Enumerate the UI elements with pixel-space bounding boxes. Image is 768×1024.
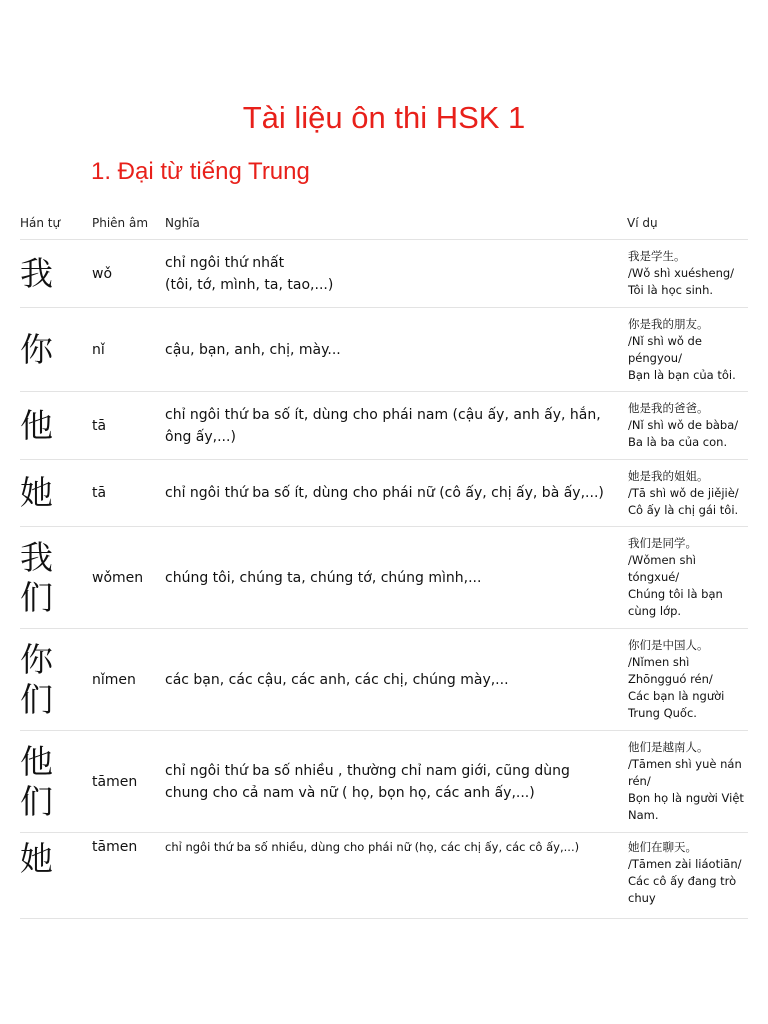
meaning-line: chung cho cả nam và nữ ( họ, bọn họ, các anh ấy,...) [165, 784, 535, 801]
meaning-line: chỉ ngôi thứ ba số ít, dùng cho phái nam (cậu ấy, anh ấy, hắn, [165, 406, 601, 423]
hanzi-char: 们 [20, 577, 53, 617]
meaning-line: chỉ ngôi thứ ba số nhiều , thường chỉ nam giới, cũng dùng [165, 762, 570, 779]
meaning-cell [165, 252, 627, 296]
hanzi-char: 他 [20, 405, 53, 445]
example-line: tóngxué/ [628, 570, 680, 584]
table-row [20, 240, 748, 308]
example-line: /Nǐmen shì [628, 655, 690, 669]
table-row [20, 308, 748, 392]
meaning-line: chỉ ngôi thứ ba số nhiều, dùng cho phái nữ (họ, các chị ấy, các cô ấy,...) [165, 840, 580, 854]
pinyin-cell: tā [92, 485, 107, 501]
meaning-cell [165, 669, 627, 691]
hanzi-cell [20, 742, 92, 822]
example-line: Cô ấy là chị gái tôi. [628, 502, 739, 517]
hanzi-char: 你 [20, 639, 53, 679]
table-row [20, 527, 748, 629]
table-row [20, 629, 748, 731]
example-line: /Wǒmen shì [628, 553, 696, 567]
hanzi-char: 我 [20, 537, 53, 577]
hanzi-char: 们 [20, 781, 53, 821]
hanzi-char: 她 [20, 473, 53, 512]
example-line: Ba là ba của con. [628, 435, 728, 449]
example-line: Bạn là bạn của tôi. [628, 367, 736, 382]
table-body [20, 240, 748, 919]
table-header-row [20, 206, 748, 240]
example-line: 我们是同学。 [628, 536, 697, 550]
meaning-cell [165, 339, 627, 361]
pinyin-cell: tā [92, 417, 107, 434]
example-line: 你们是中国人。 [628, 638, 709, 652]
example-line: Các bạn là người [628, 689, 725, 703]
hanzi-cell [20, 640, 92, 720]
hanzi-cell [20, 330, 92, 370]
meaning-cell [165, 404, 627, 448]
example-cell [627, 637, 748, 722]
example-cell [627, 535, 748, 620]
example-line: 我是学生。 [628, 249, 686, 263]
example-line: 他是我的爸爸。 [628, 401, 709, 415]
example-line: Các cô ấy đang trò [628, 874, 737, 888]
example-line: péngyou/ [628, 350, 682, 365]
example-cell [627, 839, 748, 907]
hanzi-cell [20, 538, 92, 618]
meaning-line: các bạn, các cậu, các anh, các chị, chúng mày,... [165, 671, 509, 688]
hanzi-char: 他 [20, 741, 53, 781]
example-line: /Wǒ shì xuésheng/ [628, 266, 735, 280]
example-line: Bọn họ là người Việt [628, 791, 744, 805]
meaning-cell [165, 839, 627, 855]
example-line: rén/ [628, 774, 651, 788]
pinyin-cell: tāmen [92, 839, 138, 855]
example-line: 你是我的朋友。 [628, 316, 709, 331]
hanzi-cell [20, 406, 92, 446]
example-cell [627, 468, 748, 519]
example-line: /Nǐ shì wǒ de [628, 333, 702, 348]
hanzi-cell [20, 473, 92, 513]
pinyin-cell: nǐmen [92, 671, 136, 688]
meaning-line: chỉ ngôi thứ nhất [165, 254, 285, 271]
pronoun-table [20, 206, 748, 919]
header-hanzi: Hán tự [20, 215, 61, 230]
example-line: /Nǐ shì wǒ de bàba/ [628, 418, 739, 432]
meaning-line: (tôi, tớ, mình, ta, tao,...) [165, 276, 334, 293]
example-line: Nam. [628, 808, 659, 822]
example-cell [627, 739, 748, 824]
pinyin-cell: wǒ [92, 265, 113, 282]
table-row [20, 392, 748, 460]
example-line: Zhōngguó rén/ [628, 672, 713, 686]
example-cell [627, 248, 748, 299]
meaning-cell [165, 482, 627, 504]
example-line: /Tāmen zài liáotiān/ [628, 857, 742, 871]
hanzi-char: 我 [20, 253, 53, 293]
meaning-line: chỉ ngôi thứ ba số ít, dùng cho phái nữ (cô ấy, chị ấy, bà ấy,...) [165, 485, 604, 501]
example-line: cùng lớp. [628, 604, 682, 618]
example-line: Tôi là học sinh. [628, 283, 714, 297]
table-row [20, 731, 748, 833]
example-line: Chúng tôi là bạn [628, 587, 723, 601]
example-line: /Tā shì wǒ de jiějiè/ [628, 485, 739, 500]
example-line: /Tāmen shì yuè nán [628, 757, 742, 771]
document-title: Tài liệu ôn thi HSK 1 [242, 100, 526, 135]
header-pinyin: Phiên âm [92, 215, 149, 230]
hanzi-cell [20, 254, 92, 294]
table-row [20, 460, 748, 527]
table-row [20, 833, 748, 919]
pinyin-cell: nǐ [92, 341, 105, 358]
example-line: chuy [628, 891, 656, 905]
meaning-line: chúng tôi, chúng ta, chúng tớ, chúng mình,... [165, 569, 482, 586]
header-meaning: Nghĩa [165, 215, 200, 230]
pinyin-cell: tāmen [92, 773, 138, 790]
example-line: 她是我的姐姐。 [628, 468, 709, 483]
hanzi-cell [20, 839, 92, 879]
hanzi-char: 你 [20, 329, 53, 369]
meaning-cell [165, 567, 627, 589]
example-line: Trung Quốc. [628, 706, 697, 720]
meaning-cell [165, 760, 627, 804]
example-line: 她们在聊天。 [628, 840, 697, 854]
example-cell [627, 316, 748, 384]
example-cell [627, 400, 748, 451]
example-line: 他们是越南人。 [628, 740, 709, 754]
section-heading: 1. Đại từ tiếng Trung [91, 158, 310, 185]
hanzi-char: 们 [20, 679, 53, 719]
pinyin-cell: wǒmen [92, 569, 144, 586]
meaning-line: ông ấy,...) [165, 428, 236, 445]
hanzi-char: 她 [20, 839, 53, 878]
header-example: Ví dụ [627, 215, 658, 230]
meaning-line: cậu, bạn, anh, chị, mày... [165, 341, 341, 358]
